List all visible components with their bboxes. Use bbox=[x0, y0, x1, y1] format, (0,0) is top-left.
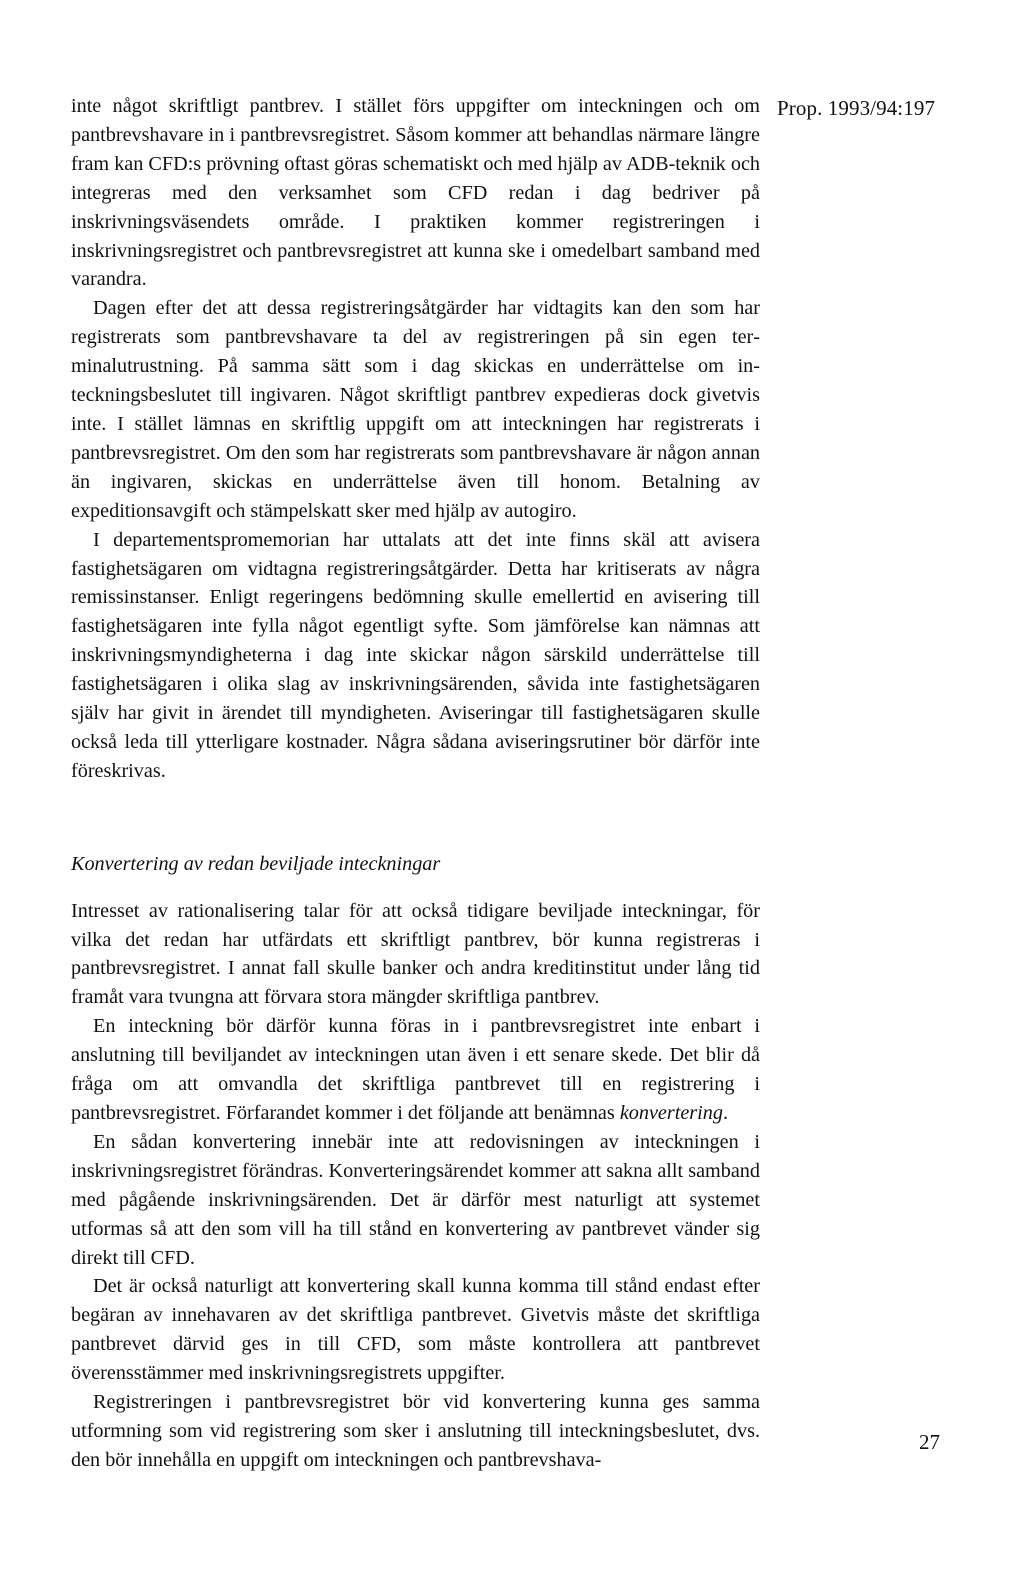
section-spacer bbox=[71, 786, 760, 818]
paragraph: En sådan konvertering innebär inte att redovisningen av inteckningen i inskrivningsregistret förändras. Konverteringsärendet kommer att sakna allt samband med pågående inskrivningsärenden. Det är därför mest naturligt att systemet utformas så att den som vill ha till stånd en konvertering av pantbrevet vänder sig direkt till CFD. bbox=[71, 1130, 760, 1269]
page-reference: Prop. 1993/94:197 bbox=[777, 96, 936, 120]
body-text-column bbox=[71, 92, 760, 1475]
section-spacer bbox=[71, 818, 760, 850]
page-number: 27 bbox=[919, 1430, 940, 1454]
paragraph bbox=[71, 1012, 760, 1128]
paragraph: Registreringen i pantbrevsregistret bör vid konvertering kunna ges samma utformning som vid registrering som sker i anslutning till inteckningsbeslutet, dvs. den bör innehålla en uppgift om inteckningen och pantbrevshava- bbox=[71, 1391, 760, 1471]
paragraph: Det är också naturligt att konvertering skall kunna komma till stånd endast efter begäran av innehavaren av det skriftliga pantbrevet. Givetvis måste det skriftliga pantbrevet därvid ges in till CFD, som måste kontrollera att pantbrevet överensstämmer med inskrivningsregistrets uppgifter. bbox=[71, 1275, 760, 1385]
defined-term: konvertering bbox=[619, 1102, 723, 1124]
paragraph: inte något skriftligt pantbrev. I stället förs uppgifter om inteckningen och om pantbrevshavare in i pantbrevsregistret. Såsom kommer att behandlas närmare längre fram kan CFD:s prövning oftast göras schematiskt och med hjälp av ADB-teknik och integreras med den verksamhet som CFD redan i dag bedriver på inskrivningsväsendets område. I praktiken kommer registreringen i inskrivningsregistret och pantbrevsregistret att kunna ske i omedelbart samband med varandra. bbox=[71, 95, 760, 291]
section-heading: Konvertering av redan beviljade inteckningar bbox=[71, 852, 441, 875]
paragraph-text: . bbox=[722, 1102, 729, 1124]
paragraph: Dagen efter det att dessa registreringsåtgärder har vidtagits kan den som har registrerats som pantbrevshavare ta del av registreringen på sin egen terminalutrustning. På samma sätt som i dag skickas en underrättelse om inteckningsbeslutet till ingivaren. Något skriftligt pantbrev expedieras dock givetvis inte. I stället lämnas en skriftlig uppgift om att inteckningen har registrerats i pantbrevsregistret. Om den som har registrerats som pantbrevshavare är någon annan än ingivaren, skickas en underrättelse även till honom. Betalning av expeditionsavgift och stämpelskatt sker med hjälp av autogiro. bbox=[71, 297, 760, 522]
paragraph: Intresset av rationalisering talar för att också tidigare beviljade inteckningar, för vilka det redan har utfärdats ett skriftligt pantbrev, bör kunna registreras i pantbrevsregistret. I annat fall skulle banker och andra kreditinstitut under lång tid framåt vara tvungna att förvara stora mängder skriftliga pantbrev. bbox=[71, 899, 760, 1009]
paragraph: I departementspromemorian har uttalats att det inte finns skäl att avisera fastighetsägaren om vidtagna registreringsåtgärder. Detta har kritiserats av några remissinstanser. Enligt regeringens bedömning skulle emellertid en avisering till fastighetsägaren inte fylla något egentligt syfte. Som jämförelse kan nämnas att inskrivningsmyndigheterna i dag inte skickar någon särskild underrättelse till fastighetsägaren i olika slag av inskrivningsärenden, såvida inte fastighetsägaren själv har givit in ärendet till myndigheten. Aviseringar till fastighetsägaren skulle också leda till ytterligare kostnader. Några sådana aviseringsrutiner bör därför inte föreskrivas. bbox=[71, 528, 760, 782]
paragraph-text: En inteckning bör därför kunna föras in i pantbrevsregistret inte enbart i anslutning till beviljandet av inteckningen utan även i ett senare skede. Det blir då fråga om att omvandla det skriftliga pantbrevet till en registrering i pantbrevsregistret. Förfarandet kommer i det följande att benämnas bbox=[71, 1015, 760, 1124]
